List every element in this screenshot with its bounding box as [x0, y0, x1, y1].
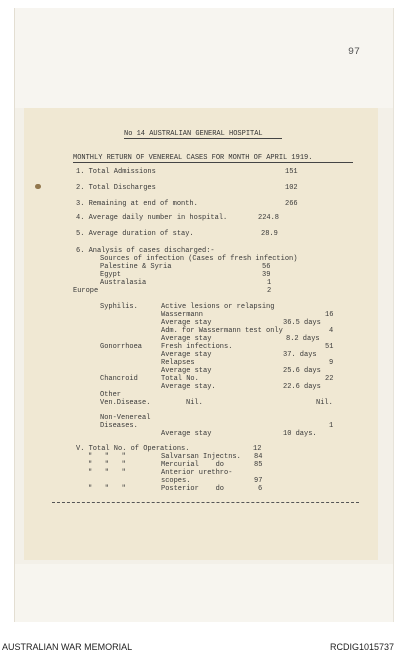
syphilis-row-text: Wassermann [161, 311, 204, 319]
footer-id: RCDIG1015737 [330, 642, 395, 652]
page-title: No 14 AUSTRALIAN GENERAL HOSPITAL [124, 130, 263, 138]
nonven-label: Non-Venereal [100, 414, 151, 422]
gonorrhoea-label: Gonorrhoea [100, 343, 143, 351]
gonorrhoea-row-value: 37. days [283, 351, 317, 359]
other-label: Other [100, 391, 122, 399]
nonven-avg-text: Average stay [161, 430, 212, 438]
item-value: 28.9 [261, 230, 278, 238]
gonorrhoea-row-text: Fresh infections. [161, 343, 233, 351]
page-subtitle: MONTHLY RETURN OF VENEREAL CASES FOR MONTH OF APRIL 1919. [73, 154, 313, 162]
item-label: 4. Average daily number in hospital. [76, 214, 228, 222]
operations-row-text: scopes. [161, 477, 191, 485]
sheet-bottom-margin [15, 564, 393, 622]
syphilis-row-text: Average stay [161, 335, 212, 343]
item-label: 1. Total Admissions [76, 168, 156, 176]
operations-heading: V. Total No. of Operations. [76, 445, 190, 453]
region-value: 1 [267, 279, 272, 287]
chancroid-row-text: Average stay. [161, 383, 216, 391]
operations-heading-value: 12 [253, 445, 262, 453]
operations-ditto: " " " [88, 461, 126, 469]
operations-row-text: Salvarsan Injectns. [161, 453, 241, 461]
syphilis-row-value: 8.2 days [286, 335, 320, 343]
title-underline [124, 138, 282, 139]
chancroid-label: Chancroid [100, 375, 138, 383]
operations-row-value: 97 [254, 477, 263, 485]
operations-row-value: 6 [258, 485, 263, 493]
nonven-label: Diseases. [100, 422, 138, 430]
operations-row-value: 84 [254, 453, 263, 461]
syphilis-row-value: 36.5 days [283, 319, 321, 327]
operations-ditto: " " " [88, 469, 126, 477]
gonorrhoea-row-text: Average stay [161, 351, 212, 359]
gonorrhoea-row-value: 51 [325, 343, 334, 351]
item-label: 2. Total Discharges [76, 184, 156, 192]
syphilis-row-value: 16 [325, 311, 334, 319]
region-name: Europe [73, 287, 99, 295]
page-number: 97 [348, 47, 361, 58]
ink-stain [35, 184, 41, 189]
syphilis-row-text: Active lesions or relapsing [161, 303, 275, 311]
operations-ditto: " " " [88, 485, 126, 493]
syphilis-row-text: Average stay [161, 319, 212, 327]
gonorrhoea-row-value: 25.6 days [283, 367, 321, 375]
chancroid-row-text: Total No. [161, 375, 199, 383]
footer-source: AUSTRALIAN WAR MEMORIAL [2, 642, 133, 652]
region-name: Australasia [100, 279, 147, 287]
operations-row-text: Anterior urethro- [161, 469, 233, 477]
chancroid-row-value: 22 [325, 375, 334, 383]
sheet-top-margin [15, 8, 393, 108]
item-label: 3. Remaining at end of month. [76, 200, 198, 208]
gonorrhoea-row-text: Average stay [161, 367, 212, 375]
region-value: 39 [262, 271, 271, 279]
item-value: 224.8 [258, 214, 280, 222]
syphilis-row-text: Adm. for Wassermann test only [161, 327, 283, 335]
other-label: Ven.Disease. [100, 399, 151, 407]
dashed-rule [52, 502, 359, 503]
operations-row-text: Posterior do [161, 485, 225, 493]
operations-row-value: 85 [254, 461, 263, 469]
region-name: Egypt [100, 271, 122, 279]
nonven-avg-value: 10 days. [283, 430, 317, 438]
operations-row-text: Mercurial do [161, 461, 225, 469]
syphilis-row-value: 4 [329, 327, 334, 335]
region-name: Palestine & Syria [100, 263, 172, 271]
analysis-heading: 6. Analysis of cases discharged:- [76, 247, 215, 255]
item-value: 266 [285, 200, 298, 208]
region-value: 2 [267, 287, 272, 295]
syphilis-label: Syphilis. [100, 303, 138, 311]
chancroid-row-value: 22.6 days [283, 383, 321, 391]
item-label: 5. Average duration of stay. [76, 230, 194, 238]
item-value: 102 [285, 184, 298, 192]
analysis-sources: Sources of infection (Cases of fresh infection) [100, 255, 298, 263]
subtitle-underline [73, 162, 353, 163]
operations-ditto: " " " [88, 453, 126, 461]
other-value: Nil. [316, 399, 333, 407]
gonorrhoea-row-text: Relapses [161, 359, 195, 367]
gonorrhoea-row-value: 9 [329, 359, 334, 367]
nonven-value: 1 [329, 422, 334, 430]
region-value: 56 [262, 263, 271, 271]
other-nil: Nil. [186, 399, 203, 407]
item-value: 151 [285, 168, 298, 176]
